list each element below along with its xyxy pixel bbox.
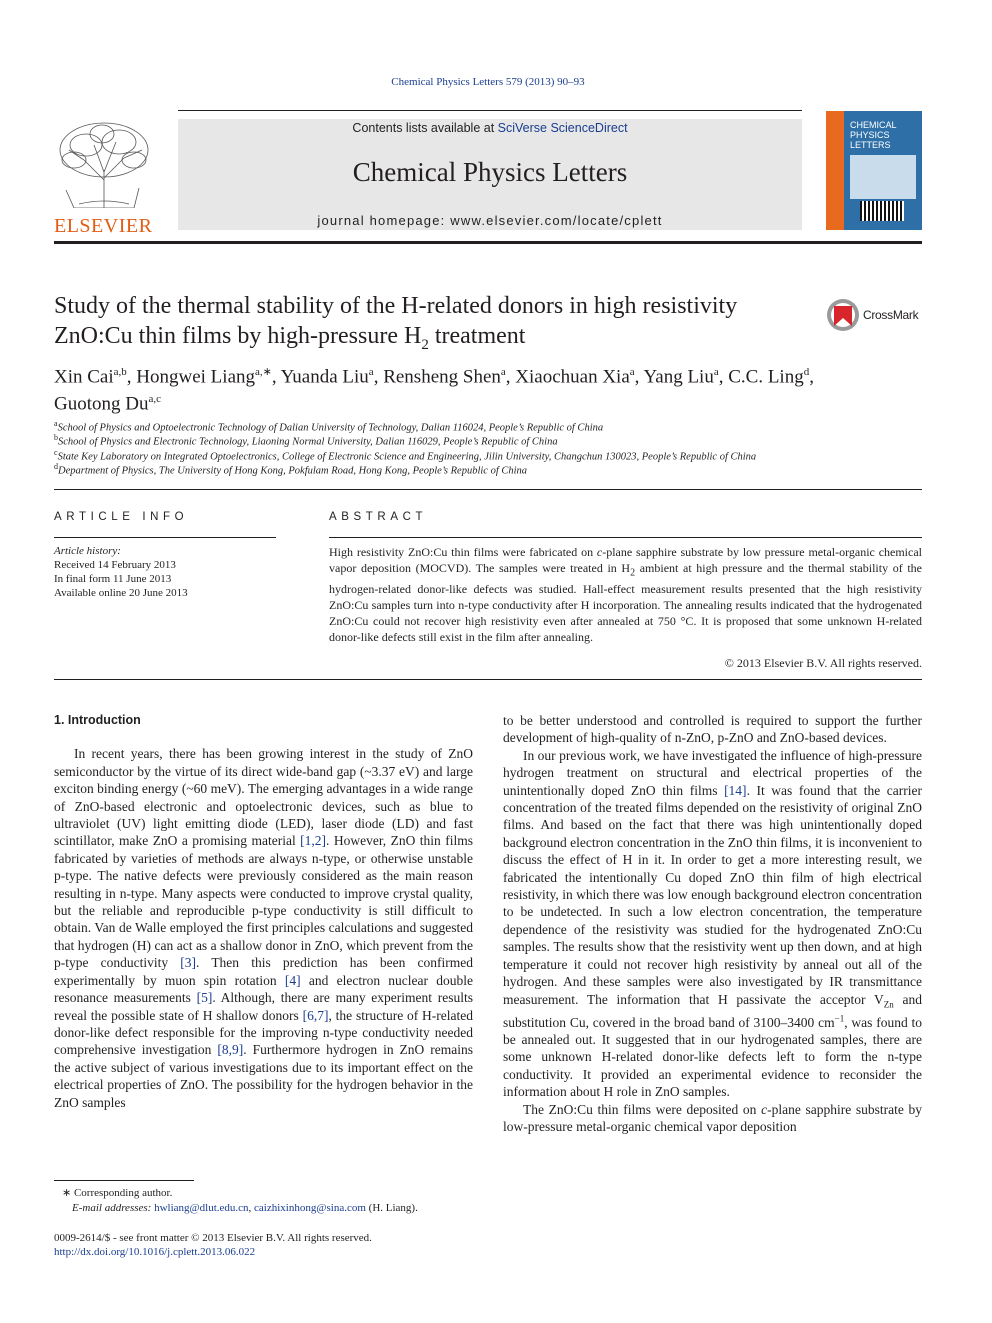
affiliation: $^b$School of Physics and Electronic Technology, Liaoning Normal University, Dalian 116029, People’s Republic of China	[54, 433, 558, 448]
author-list: Xin Cai$^{a,b}$, Hongwei Liang$^{a,∗}$, Yuanda Liu$^a$, Rensheng Shen$^a$, Xiaochuan Xia$^a$, Yang Liu$^a$, C.C. Ling$^d$, Guotong Du$^{a,c}$	[54, 366, 814, 415]
section-heading: 1. Introduction	[54, 713, 141, 727]
copyright: © 2013 Elsevier B.V. All rights reserved.	[724, 656, 922, 670]
final-form-date: In final form 11 June 2013	[54, 573, 172, 585]
paragraph: In our previous work, we have investigated the influence of high-pressure hydrogen treatment on structural and electrical properties of the unintentionally doped ZnO thin films [14]. It was found that the carrier concentration of the treated films depended on the resistivity of original ZnO films. And based on the fact that there was high unintentionally doped background electron concentration in the ZnO thin films, it is inconvenient to discuss the effect of H in it. In order to get a more interesting result, we fabricated the intentionally Cu doped ZnO thin film of high electrical resistivity, in which there was low enough background electron concentration to be undetected. In such a low electron concentration, the temperature dependence of the resistivity was studied for the hydrogenated ZnO:Cu samples. The results show that the resistivity went up then down, and at high temperature it could not recover high resistivity by anneal out all of the hydrogen. And these samples were also investigated by IR transmittance measurement. The information that H passivate the acceptor $V_{Zn}$ and substitution Cu, covered in the broad band of 3100–3400 $cm^{-1}$, was found to be annealed out. It suggested that in our hydrogenated samples, there are some unknown H-related donor-like defects left to form the n-type conductivity. It provided an experimental evidence to reconsider the information about H role in ZnO samples.	[503, 747, 923, 1100]
article-history	[54, 544, 276, 600]
paragraph: The ZnO:Cu thin films were deposited on c-plane sapphire substrate by low-pressure metal-organic chemical vapor deposition	[503, 1101, 923, 1135]
reference-link[interactable]: [5]	[196, 990, 213, 1006]
journal-citation[interactable]	[0, 76, 976, 88]
author[interactable]: C.C. Ling	[728, 366, 804, 388]
history-label: Article history:	[54, 545, 121, 557]
author[interactable]: Guotong Du	[54, 393, 149, 415]
email-link[interactable]: hwliang@dlut.edu.cn	[154, 1202, 249, 1214]
journal-banner	[178, 119, 802, 230]
article-title: Study of the thermal stability of the H-related donors in high resistivity ZnO:Cu thin films by high-pressure $H_2$ treatment	[54, 293, 738, 353]
email-line: E-mail addresses: hwliang@dlut.edu.cn, caizhixinhong@sina.com (H. Liang).	[72, 1202, 418, 1214]
divider	[54, 537, 276, 538]
journal-homepage[interactable]: journal homepage: www.elsevier.com/locate/cplett	[317, 213, 663, 228]
divider	[329, 537, 922, 538]
article-info-heading: ARTICLE INFO	[54, 511, 189, 523]
abstract-heading: ABSTRACT	[329, 511, 428, 523]
abstract-text: High resistivity ZnO:Cu thin films were fabricated on c-plane sapphire substrate by low pressure metal-organic chemical vapor deposition (MOCVD). The samples were treated in $H_2$ ambient at high pressure and the thermal stability of the hydrogen-related donor-like defects was studied. Hall-effect measurement results presented that the high resistivity ZnO:Cu samples turn into n-type conductivity after H incorporation. The annealing results indicated that the hydrogenated ZnO:Cu could not recover high resistivity even after annealed at 750 °C. It is proposed that some unknown H-related donor-like defects still exist in the film after annealing.	[329, 545, 922, 645]
doi-link[interactable]: http://dx.doi.org/10.1016/j.cplett.2013.06.022	[54, 1246, 256, 1258]
received-date: Received 14 February 2013	[54, 559, 176, 571]
author[interactable]: Xiaochuan Xia	[515, 366, 630, 388]
author-sup[interactable]: a	[629, 366, 635, 378]
cover-title: CHEMICAL PHYSICS LETTERS	[850, 120, 897, 150]
cover-stripe	[826, 111, 844, 230]
affiliation: $^c$State Key Laboratory on Integrated Optoelectronics, College of Electronic Science and Engineering, Jilin University, Changchun 130023, People’s Republic of China	[54, 448, 757, 463]
author-sup[interactable]: a,∗	[255, 366, 272, 378]
contents-prefix: Contents lists available at	[352, 121, 498, 135]
publisher-name: ELSEVIER	[54, 215, 153, 237]
author-sup[interactable]: a,c	[148, 393, 161, 406]
reference-link[interactable]: [6,7]	[302, 1007, 329, 1023]
journal-cover[interactable]	[826, 111, 922, 230]
reference-link[interactable]: [1,2]	[300, 833, 327, 849]
left-column	[54, 712, 473, 1111]
author[interactable]: Xin Cai	[54, 366, 114, 388]
header-rule-top	[178, 110, 802, 111]
journal-name: Chemical Physics Letters	[352, 157, 628, 187]
author-sup[interactable]: d	[803, 366, 810, 378]
affiliation: $^d$Department of Physics, The University of Hong Kong, Pokfulam Road, Hong Kong, People’s Republic of China	[54, 462, 528, 477]
issn-line: 0009-2614/$ - see front matter © 2013 Elsevier B.V. All rights reserved.	[54, 1232, 372, 1244]
online-date: Available online 20 June 2013	[54, 587, 188, 599]
crossmark-badge[interactable]	[826, 298, 926, 334]
author-sup[interactable]: a,b	[113, 366, 127, 378]
author[interactable]: Yang Liu	[643, 366, 714, 388]
author[interactable]: Rensheng Shen	[383, 366, 501, 388]
divider	[54, 489, 922, 490]
elsevier-tree-icon	[54, 120, 154, 208]
cover-image	[850, 155, 916, 199]
footnote	[54, 1186, 474, 1216]
footnote-rule	[54, 1180, 194, 1181]
citation-link[interactable]: Chemical Physics Letters 579 (2013) 90–93	[391, 76, 585, 88]
author-sup[interactable]: a	[368, 366, 374, 378]
cover-graphic	[860, 201, 904, 221]
author-sup[interactable]: a	[713, 366, 719, 378]
issn-block	[54, 1231, 474, 1259]
reference-link[interactable]: [8,9]	[217, 1042, 244, 1058]
email-link[interactable]: caizhixinhong@sina.com	[254, 1202, 366, 1214]
author[interactable]: Hongwei Liang	[136, 366, 256, 388]
crossmark-label: CrossMark	[863, 308, 919, 322]
reference-link[interactable]: [3]	[180, 955, 197, 971]
affiliation: $^a$School of Physics and Optoelectronic Technology of Dalian University of Technology, Dalian 116024, People’s Republic of China	[54, 419, 604, 434]
author-sup[interactable]: a	[500, 366, 506, 378]
reference-link[interactable]: [14]	[724, 782, 747, 798]
divider	[54, 679, 922, 680]
reference-link[interactable]: [4]	[284, 972, 301, 988]
paragraph: to be better understood and controlled is required to support the further development of high-quality of n-ZnO, p-ZnO and ZnO-based devices.	[503, 713, 922, 746]
sciencedirect-link[interactable]: SciVerse ScienceDirect	[497, 121, 628, 135]
crossmark-icon	[826, 298, 860, 332]
right-column	[503, 712, 922, 1135]
contents-line	[178, 121, 802, 135]
header-rule-thick	[54, 241, 922, 244]
paragraph: In recent years, there has been growing interest in the study of ZnO semiconductor by the virtue of its direct wide-band gap (~3.37 eV) and large exciton binding energy (~60 meV). The emerging advantages in a wide range of ZnO-based electronic and optoelectronic devices, such as blue to ultraviolet (UV) light emitting diode (LED), laser diode (LD) and fast scintillator, make ZnO a promising material [1,2]. However, ZnO thin films fabricated by varieties of methods are always n-type, or otherwise unstable p-type. The native defects were previously considered as the main reason resulting in n-type. Many aspects were conducted to improve crystal quality, but the reliable and reproducible p-type conductivity is still difficult to obtain. Van de Walle employed the first principles calculations and suggested that hydrogen (H) can act as a shallow donor in ZnO, which prevent from the p-type conductivity [3]. Then this prediction has been confirmed experimentally by muon spin rotation [4] and electron nuclear double resonance measurements [5]. Although, there are many experiment results reveal the possible state of H shallow donors [6,7], the structure of H-related donor-like defect responsible for the improving n-type conductivity needed comprehensive investigation [8,9]. Furthermore hydrogen in ZnO remains the active subject of various investigations due to its important effect on the electrical properties of ZnO. The possibility for the hydrogen behavior in the ZnO samples	[54, 746, 474, 1110]
author[interactable]: Yuanda Liu	[280, 366, 369, 388]
corresponding-author-note: ∗ Corresponding author.	[62, 1187, 173, 1199]
elsevier-logo	[54, 120, 164, 235]
